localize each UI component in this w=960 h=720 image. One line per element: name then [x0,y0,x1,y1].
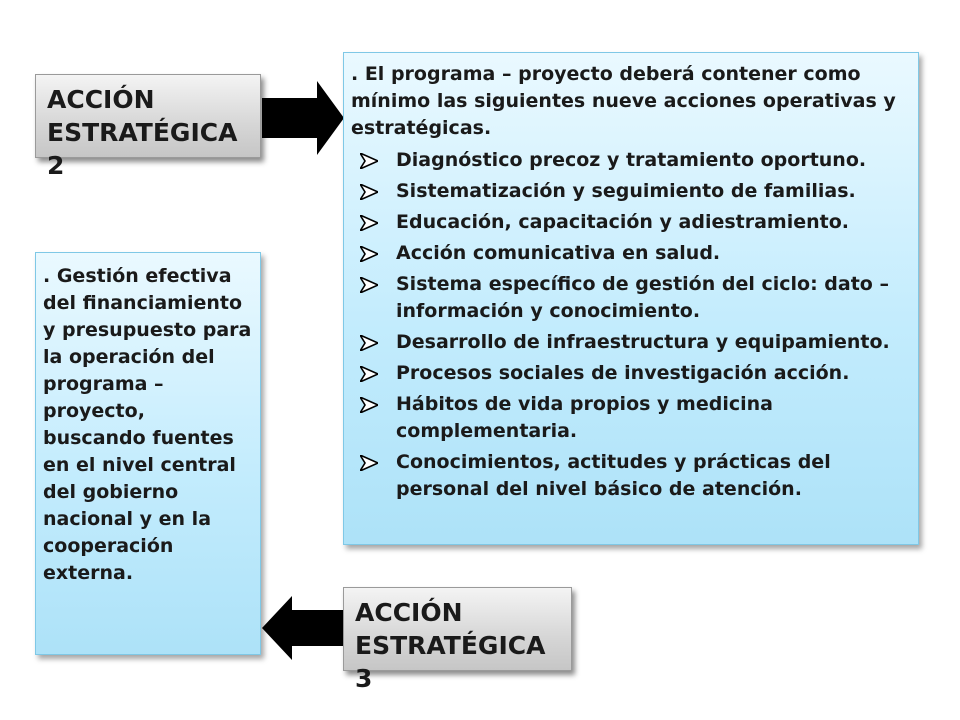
accion-estrategica-3-box: ACCIÓN ESTRATÉGICA 3 [343,587,572,671]
action-item-label: Desarrollo de infraestructura y equipamiento. [396,331,890,353]
arrowhead-bullet-icon [360,335,378,351]
action-item-label: Sistematización y seguimiento de familias. [396,180,856,202]
left-arrow-icon [262,596,344,660]
accion-estrategica-2-box: ACCIÓN ESTRATÉGICA 2 [35,74,261,158]
action-item-label: Acción comunicativa en salud. [396,242,721,264]
actions-list [351,147,910,503]
action-item-label: Sistema específico de gestión del ciclo: dato – información y conocimiento. [396,273,889,322]
action-item-label: Hábitos de vida propios y medicina complementaria. [396,393,773,442]
actions-intro-text: . El programa – proyecto deberá contener como mínimo las siguientes nueve acciones operativas y estratégicas. [351,63,896,139]
action-item [351,147,910,174]
action-item-label: Conocimientos, actitudes y prácticas del personal del nivel básico de atención. [396,451,831,500]
arrowhead-bullet-icon [360,153,378,169]
action-item [351,178,910,205]
arrowhead-bullet-icon [360,455,378,471]
operational-actions-box [343,52,919,545]
action-item [351,209,910,236]
financing-text: . Gestión efectiva del financiamiento y presupuesto para la operación del programa – proyecto, buscando fuentes en el nivel central del gobierno nacional y en la cooperación externa. [43,265,252,584]
action-item [351,360,910,387]
arrowhead-bullet-icon [360,215,378,231]
arrowhead-bullet-icon [360,246,378,262]
arrowhead-bullet-icon [360,277,378,293]
arrowhead-bullet-icon [360,397,378,413]
action-item-label: Educación, capacitación y adiestramiento. [396,211,850,233]
action-item [351,240,910,267]
action-item [351,271,910,325]
arrowhead-bullet-icon [360,184,378,200]
action-item-label: Diagnóstico precoz y tratamiento oportuno. [396,149,867,171]
right-arrow-icon [262,81,344,155]
action-item [351,391,910,445]
action-item [351,449,910,503]
financing-management-box [35,252,261,655]
action-item-label: Procesos sociales de investigación acción. [396,362,850,384]
arrowhead-bullet-icon [360,366,378,382]
action-item [351,329,910,356]
